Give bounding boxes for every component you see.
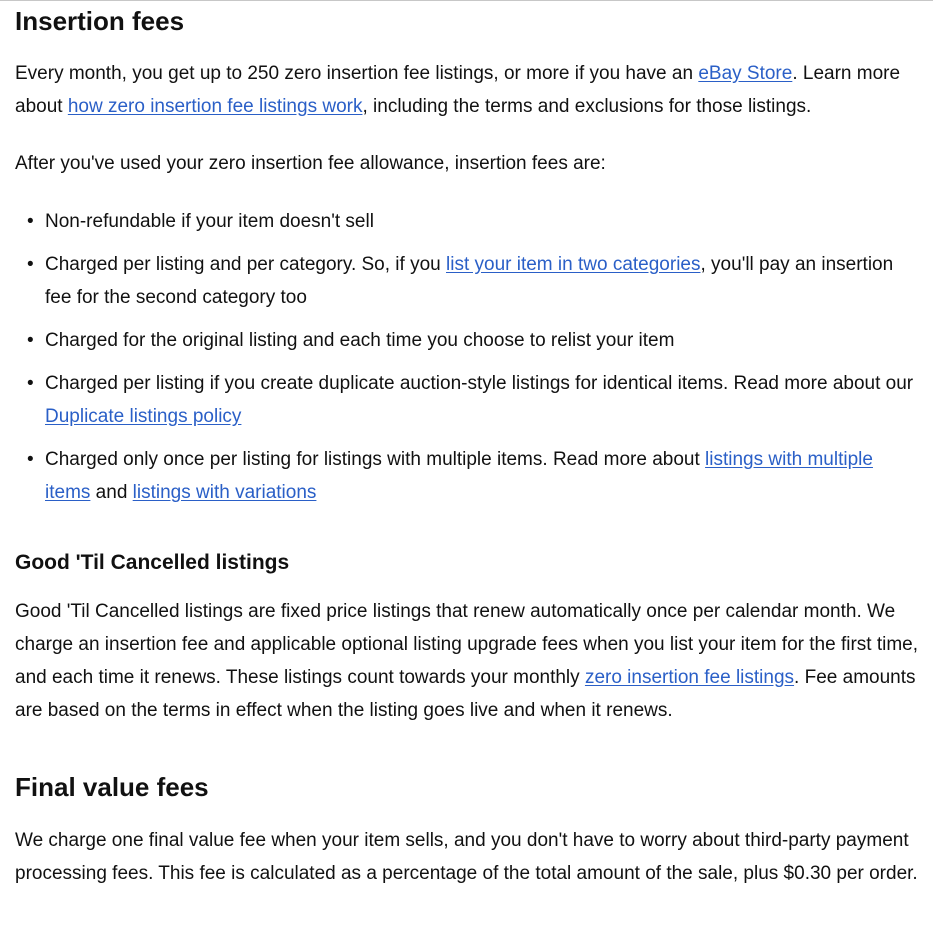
list-item: [15, 443, 920, 509]
final-value-paragraph: We charge one final value fee when your item sells, and you don't have to worry about third-party payment processing fees. This fee is calculated as a percentage of the total amount of the sale, plus $0.30 per order.: [15, 830, 918, 884]
list-item-text: Charged per listing and per category. So, if you: [45, 254, 446, 275]
list-item-text: Charged only once per listing for listings with multiple items. Read more about: [45, 449, 706, 470]
two-categories-link[interactable]: list your item in two categories: [446, 254, 701, 275]
zero-insertion-fee-work-link[interactable]: how zero insertion fee listings work: [67, 96, 363, 117]
insertion-intro-paragraph: [15, 57, 920, 123]
variations-link[interactable]: listings with variations: [132, 482, 317, 503]
duplicate-listings-policy-link[interactable]: Duplicate listings policy: [45, 406, 242, 427]
intro-text-3: , including the terms and exclusions for those listings.: [362, 96, 812, 117]
ebay-store-link[interactable]: eBay Store: [698, 63, 793, 84]
list-item: [15, 205, 920, 238]
gtc-text-2: . Fee amounts are based on the terms in effect when the listing goes live and when it renews.: [15, 667, 916, 721]
list-item-text: and: [90, 482, 133, 503]
insertion-after-paragraph: After you've used your zero insertion fee allowance, insertion fees are:: [15, 153, 606, 174]
list-item-text: Non-refundable if your item doesn't sell: [45, 211, 374, 232]
bullet-icon: •: [27, 330, 34, 351]
list-item-text: , you'll pay an insertion fee for the second category too: [45, 254, 894, 308]
list-item-text: Charged for the original listing and each time you choose to relist your item: [45, 330, 675, 351]
list-item-text: Charged per listing if you create duplicate auction-style listings for identical items. Read more about our: [45, 373, 914, 394]
final-value-fees-heading: Final value fees: [15, 772, 209, 802]
bullet-icon: •: [27, 449, 34, 470]
top-divider: [0, 0, 933, 1]
intro-text-1: Every month, you get up to 250 zero insertion fee listings, or more if you have an: [15, 63, 699, 84]
multiple-items-link[interactable]: listings with multiple items: [45, 449, 873, 503]
bullet-icon: •: [27, 254, 34, 275]
zero-insertion-fee-listings-link[interactable]: zero insertion fee listings: [584, 667, 795, 688]
insertion-fee-list: [15, 205, 920, 519]
bullet-icon: •: [27, 373, 34, 394]
gtc-text-1: Good 'Til Cancelled listings are fixed price listings that renew automatically once per calendar month. We charge an insertion fee and applicable optional listing upgrade fees when you list your item for the first time, and each time it renews. These listings count towards your monthly: [15, 601, 919, 688]
insertion-fees-heading: Insertion fees: [15, 6, 185, 36]
bullet-icon: •: [27, 211, 34, 232]
list-item: [15, 367, 920, 433]
gtc-paragraph: [15, 595, 920, 727]
intro-text-2: . Learn more about: [15, 63, 901, 117]
list-item: [15, 324, 920, 357]
list-item: [15, 248, 920, 314]
gtc-listings-heading: Good 'Til Cancelled listings: [15, 551, 290, 574]
